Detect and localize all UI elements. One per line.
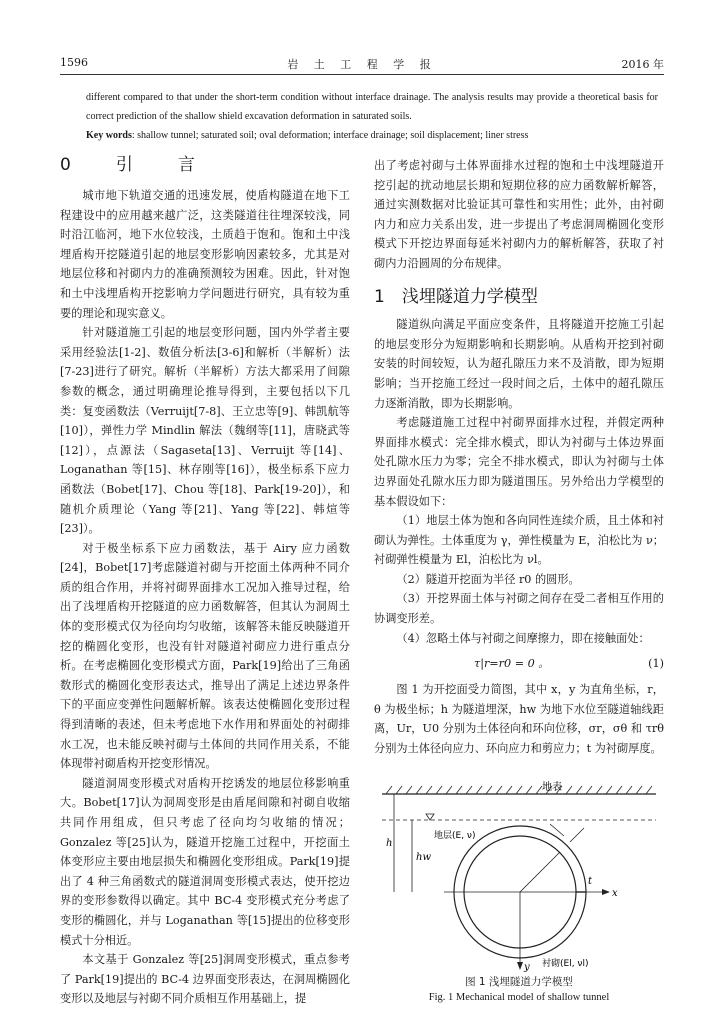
h-label: h (386, 838, 393, 849)
assumption-1: （1）地层土体为饱和各向同性连续介质，且土体和衬砌认为弹性。土体重度为 γ，弹性模量为 E，泊松比为 ν；衬砌弹性模量为 El，泊松比为 νl。 (374, 514, 664, 567)
assumption-2: （2）隧道开挖面为半径 r0 的圆形。 (396, 572, 580, 586)
x-axis-arrow (602, 889, 610, 895)
keywords-label: Key words (86, 130, 132, 141)
model-paragraph-1: 隧道纵向满足平面应变条件，且将隧道开挖施工引起的地层变形分为短期影响和长期影响。从盾构开挖到衬砌安装的时间较短，认为超孔隙压力来不及消散，即为短期影响；当开挖施工经过一段时间之后，土体中的超孔隙压力逐渐消散，即为长期影响。 (374, 318, 664, 410)
model-paragraph-2: 考虑隧道施工过程中衬砌界面排水过程，并假定两种界面排水模式：完全排水模式，即认为衬砌与土体边界面处孔隙水压力为零；完全不排水模式，即认为衬砌与土体边界面处孔隙水压力即为隧道围压。另外给出力学模型的基本假设如下： (374, 416, 664, 508)
water-table-symbol (426, 814, 434, 820)
t-label: t (588, 876, 593, 887)
intro-paragraph-3: 对于极坐标系下应力函数法，基于 Airy 应力函数[24]，Bobet[17]考虑隧道衬砌与开挖面土体两种不同介质的组合作用，并将衬砌界面排水工况加入推导过程，给出了浅埋盾构开挖隧道的应力函数解答，但其认为洞周土体的变形模式仅为径向均匀收缩，该解答未能反映隧道开挖的椭圆化变形，也没有针对隧道衬砌应力进行重点分析。在考虑椭圆化变形模式方面，Park[19]给出了三角函数形式的椭圆化变形表达式，推导出了满足上述边界条件下的平面应变弹性问题解析解。该表达使椭圆化变形过程得到清晰的表述，但未考虑地下水作用和界面处的衬砌排水工况，也未能反映衬砌与土体间的共同作用关系，不能体现带衬砌盾构开挖变形情况。 (60, 541, 350, 771)
y-axis-arrow (517, 962, 523, 970)
hw-label: hw (416, 852, 431, 863)
figure-1 (374, 780, 664, 1003)
left-column (60, 156, 350, 1009)
intro-paragraph-5: 本文基于 Gonzalez 等[25]洞周变形模式，重点参考了 Park[19]提出的 BC-4 边界面变形表达，在洞周椭圆化变形以及地层与衬砌不同介质相互作用基础上，提 (60, 953, 350, 1006)
x-label: x (612, 888, 618, 899)
liner-label: 衬砌(El, νl) (542, 959, 589, 969)
assumption-4: （4）忽略土体与衬砌之间摩擦力，即在接触面处： (396, 631, 650, 645)
keywords (86, 126, 658, 145)
section-0-heading: 0 引 言 (60, 155, 209, 175)
keywords-text: : shallow tunnel; saturated soil; oval deformation; interface drainage; soil displacement; liner stress (131, 130, 529, 141)
intro-paragraph-2: 针对隧道施工引起的地层变形问题，国内外学者主要采用经验法[1-2]、数值分析法[3-6]和解析（半解析）法[7-23]进行了研究。解析（半解析）方法大都采用了间隙参数的概念，通过明确理论推导得到，主要包括以下几类：复变函数法（Verruijt[7-8]、王立忠等[9]、韩凯航等[10]），弹性力学 Mindlin 解法（魏纲等[11]，唐晓武等[12]），点源法（Sagaseta[13]、Verruijt 等[14]、Loganathan 等[15]、林存刚等[16]），极坐标系下应力函数法（Bobet[17]、Chou 等[18]、Park[19-20]），和随机介质理论（Yang 等[21]、Yang 等[22]、韩煊等[23]）。 (60, 326, 350, 536)
right-column (374, 156, 664, 759)
intro-paragraph-1: 城市地下轨道交通的迅速发展，使盾构隧道在地下工程建设中的应用越来越广泛，这类隧道往往埋深较浅，同时沿江临河，地下水位较浅，土质趋于饱和。饱和土中浅埋盾构开挖隧道引起的地层变形影响因素较多，尤其是对地层位移和衬砌内力的准确预测较为困难。因此，针对饱和土中浅埋盾构开挖影响力学问题进行研究，具有较为重要的理论和现实意义。 (60, 189, 350, 320)
equation-1 (374, 650, 664, 678)
intro-continuation: 出了考虑衬砌与土体界面排水过程的饱和土中浅埋隧道开挖引起的扰动地层长期和短期位移的应力函数解析解答，通过实测数据对比验证其可靠性和实用性；此外，由衬砌内力和应力关系出发，进一步提出了考虑洞周椭圆化变形模式下开挖边界面每延米衬砌内力的解析解答，获取了衬砌内力沿圆周的分布规律。 (374, 159, 664, 270)
equation-1-expression: τ|r=r0 = 0 。 (474, 657, 550, 671)
page-header (60, 56, 664, 74)
page-number: 1596 (60, 56, 88, 69)
assumption-3: （3）开挖界面土体与衬砌之间存在受二者相互作用的协调变形差。 (374, 592, 664, 626)
ground-hatching (386, 786, 652, 794)
y-label: y (524, 962, 530, 972)
figure-caption-cn: 图 1 浅埋隧道力学模型 (465, 976, 573, 988)
figure-description: 图 1 为开挖面受力简图，其中 x，y 为直角坐标，r，θ 为极坐标；h 为隧道埋深，hw 为地下水位至隧道轴线距离，Ur，U0 分别为土体径向和环向位移，σr，σθ 和 τrθ 分别为土体径向应力、环向应力和剪应力；t 为衬砌厚度。 (374, 683, 664, 756)
publication-year: 2016 年 (621, 58, 664, 71)
stress-arrow-radial (570, 828, 584, 842)
equation-1-number: (1) (648, 657, 664, 671)
header-divider (60, 74, 664, 75)
journal-title: 岩 土 工 程 学 报 (287, 58, 437, 71)
abstract-tail: different compared to that under the short-term condition without interface drainage. The analysis results may provide a theoretical basis for correct prediction of the shallow shield excavation deformation in saturated soils. (86, 92, 658, 122)
ground-label: 地表 (542, 782, 562, 793)
intro-paragraph-4: 隧道洞周变形模式对盾构开挖诱发的地层位移影响重大。Bobet[17]认为洞周变形是由盾尾间隙和衬砌自收缩共同作用组成，但只考虑了径向均匀收缩的情况；Gonzalez 等[25]认为，隧道开挖施工过程中，开挖面土体变形应主要由地层损失和椭圆化变形组成。Park[19]提出了 4 种三角函数式的隧道洞周变形模式表达，使开挖边界的变形参数得以确定。其中 BC-4 变形模式充分考虑了变形的椭圆化，并与 Loganathan 等[15]提出的位移变形模式十分相近。 (60, 776, 350, 947)
section-1-heading: 1 浅埋隧道力学模型 (374, 286, 538, 307)
abstract-block (86, 88, 658, 145)
figure-caption-en: Fig. 1 Mechanical model of shallow tunnel (428, 992, 610, 1003)
tunnel-diagram (374, 780, 664, 972)
soil-label: 地层(E, ν) (434, 831, 476, 841)
radius-line (520, 852, 560, 892)
